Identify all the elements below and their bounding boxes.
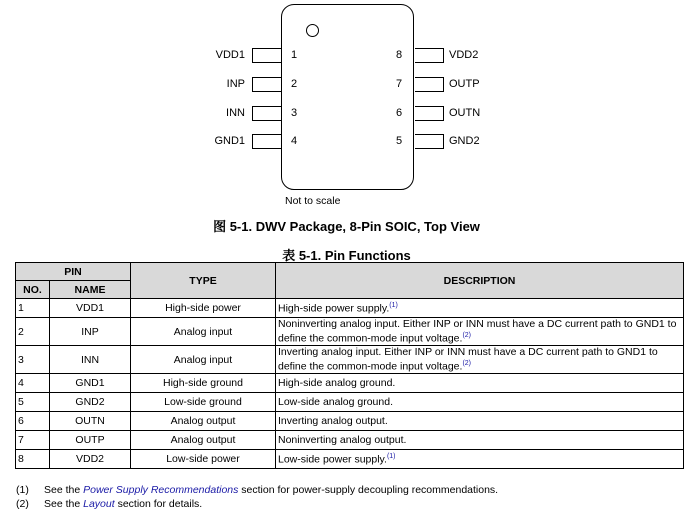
pin-description bbox=[276, 346, 684, 374]
pin-name: OUTN bbox=[50, 412, 131, 431]
pin-description bbox=[276, 450, 684, 469]
pin-name-5: GND2 bbox=[449, 135, 480, 147]
pin-lead-8 bbox=[415, 48, 444, 63]
pin-name-7: OUTP bbox=[449, 78, 480, 90]
header-type: TYPE bbox=[131, 263, 276, 299]
footnote-number: (1) bbox=[16, 484, 29, 496]
pin-name-8: VDD2 bbox=[449, 49, 479, 61]
pin-no: 1 bbox=[16, 299, 50, 318]
pin-name: VDD2 bbox=[50, 450, 131, 469]
table-row bbox=[16, 318, 684, 346]
table-row bbox=[16, 346, 684, 374]
header-pin: PIN bbox=[16, 263, 131, 281]
pin-name: INN bbox=[50, 346, 131, 374]
header-description: DESCRIPTION bbox=[276, 263, 684, 299]
pin-name: GND2 bbox=[50, 393, 131, 412]
pin-lead-3 bbox=[252, 106, 281, 121]
pin-name-6: OUTN bbox=[449, 107, 481, 119]
footnote-number: (2) bbox=[16, 498, 29, 510]
pin-no: 3 bbox=[16, 346, 50, 374]
pin-no: 7 bbox=[16, 431, 50, 450]
pin-no: 4 bbox=[16, 374, 50, 393]
table-caption: 表 5-1. Pin Functions bbox=[282, 248, 411, 263]
pin-no: 6 bbox=[16, 412, 50, 431]
footnote-text-post: section for details. bbox=[114, 498, 203, 510]
pin-description bbox=[276, 318, 684, 346]
pin-description bbox=[276, 299, 684, 318]
footnote-ref[interactable]: (2) bbox=[462, 332, 472, 340]
pin-type: High-side power bbox=[131, 299, 276, 318]
power-supply-recommendations-link[interactable]: Power Supply Recommendations bbox=[83, 484, 239, 496]
pin-number-5: 5 bbox=[396, 135, 403, 147]
table-row bbox=[16, 450, 684, 469]
pin-type: Analog input bbox=[131, 318, 276, 346]
pin-lead-1 bbox=[252, 48, 281, 63]
table-row bbox=[16, 299, 684, 318]
description-text: Inverting analog input. Either INP or INN must have a DC current path to GND1 to define the common-mode input voltage. bbox=[278, 346, 658, 373]
pin-name: INP bbox=[50, 318, 131, 346]
pin-lead-7 bbox=[415, 77, 444, 92]
pin-number-2: 2 bbox=[291, 78, 298, 90]
description-text: Low-side power supply. bbox=[278, 453, 387, 466]
pin-type: Analog output bbox=[131, 412, 276, 431]
pin-name: OUTP bbox=[50, 431, 131, 450]
header-name: NAME bbox=[50, 281, 131, 299]
pin-no: 2 bbox=[16, 318, 50, 346]
footnote-ref[interactable]: (1) bbox=[386, 452, 396, 460]
pin-number-3: 3 bbox=[291, 107, 298, 119]
pin-name: VDD1 bbox=[50, 299, 131, 318]
table-row bbox=[16, 393, 684, 412]
figure-caption: 图 5-1. DWV Package, 8-Pin SOIC, Top View bbox=[213, 219, 480, 234]
pin-functions-table bbox=[15, 262, 684, 469]
pin-no: 5 bbox=[16, 393, 50, 412]
pin-lead-6 bbox=[415, 106, 444, 121]
footnote-ref[interactable]: (1) bbox=[389, 301, 398, 309]
pin-description: Noninverting analog output. bbox=[276, 431, 684, 450]
footnote-ref[interactable]: (2) bbox=[462, 360, 472, 368]
footnote-text-pre: See the bbox=[44, 484, 84, 496]
pin-number-8: 8 bbox=[396, 49, 403, 61]
footnote-1 bbox=[16, 484, 498, 496]
footnote-text-pre: See the bbox=[44, 498, 84, 510]
pin-number-6: 6 bbox=[396, 107, 403, 119]
pin-lead-2 bbox=[252, 77, 281, 92]
pin-lead-4 bbox=[252, 134, 281, 149]
pin-name: GND1 bbox=[50, 374, 131, 393]
description-text: Noninverting analog input. Either INP or INN must have a DC current path to GND1 to define the common-mode input voltage. bbox=[278, 318, 677, 345]
pin-number-4: 4 bbox=[291, 135, 298, 147]
pin-type: Analog output bbox=[131, 431, 276, 450]
header-no: NO. bbox=[16, 281, 50, 299]
pin-type: Low-side power bbox=[131, 450, 276, 469]
table-row bbox=[16, 412, 684, 431]
scale-note: Not to scale bbox=[285, 195, 341, 207]
pin-description: Low-side analog ground. bbox=[276, 393, 684, 412]
pin-description: High-side analog ground. bbox=[276, 374, 684, 393]
pin-type: High-side ground bbox=[131, 374, 276, 393]
pin-lead-5 bbox=[415, 134, 444, 149]
pin-description: Inverting analog output. bbox=[276, 412, 684, 431]
table-row bbox=[16, 431, 684, 450]
pin-type: Analog input bbox=[131, 346, 276, 374]
pin-name-1: VDD1 bbox=[215, 49, 245, 61]
layout-link[interactable]: Layout bbox=[83, 498, 115, 510]
pin1-marker-icon bbox=[306, 24, 319, 37]
pin-name-2: INP bbox=[226, 78, 245, 90]
table-row bbox=[16, 374, 684, 393]
ic-package-body bbox=[281, 4, 414, 190]
footnote-text-post: section for power-supply decoupling recommendations. bbox=[238, 484, 499, 496]
pin-type: Low-side ground bbox=[131, 393, 276, 412]
pin-number-1: 1 bbox=[291, 49, 298, 61]
pin-no: 8 bbox=[16, 450, 50, 469]
pin-number-7: 7 bbox=[396, 78, 403, 90]
footnote-2 bbox=[16, 498, 202, 510]
pin-name-4: GND1 bbox=[214, 135, 245, 147]
pin-name-3: INN bbox=[226, 107, 245, 119]
description-text: High-side power supply. bbox=[278, 302, 390, 315]
